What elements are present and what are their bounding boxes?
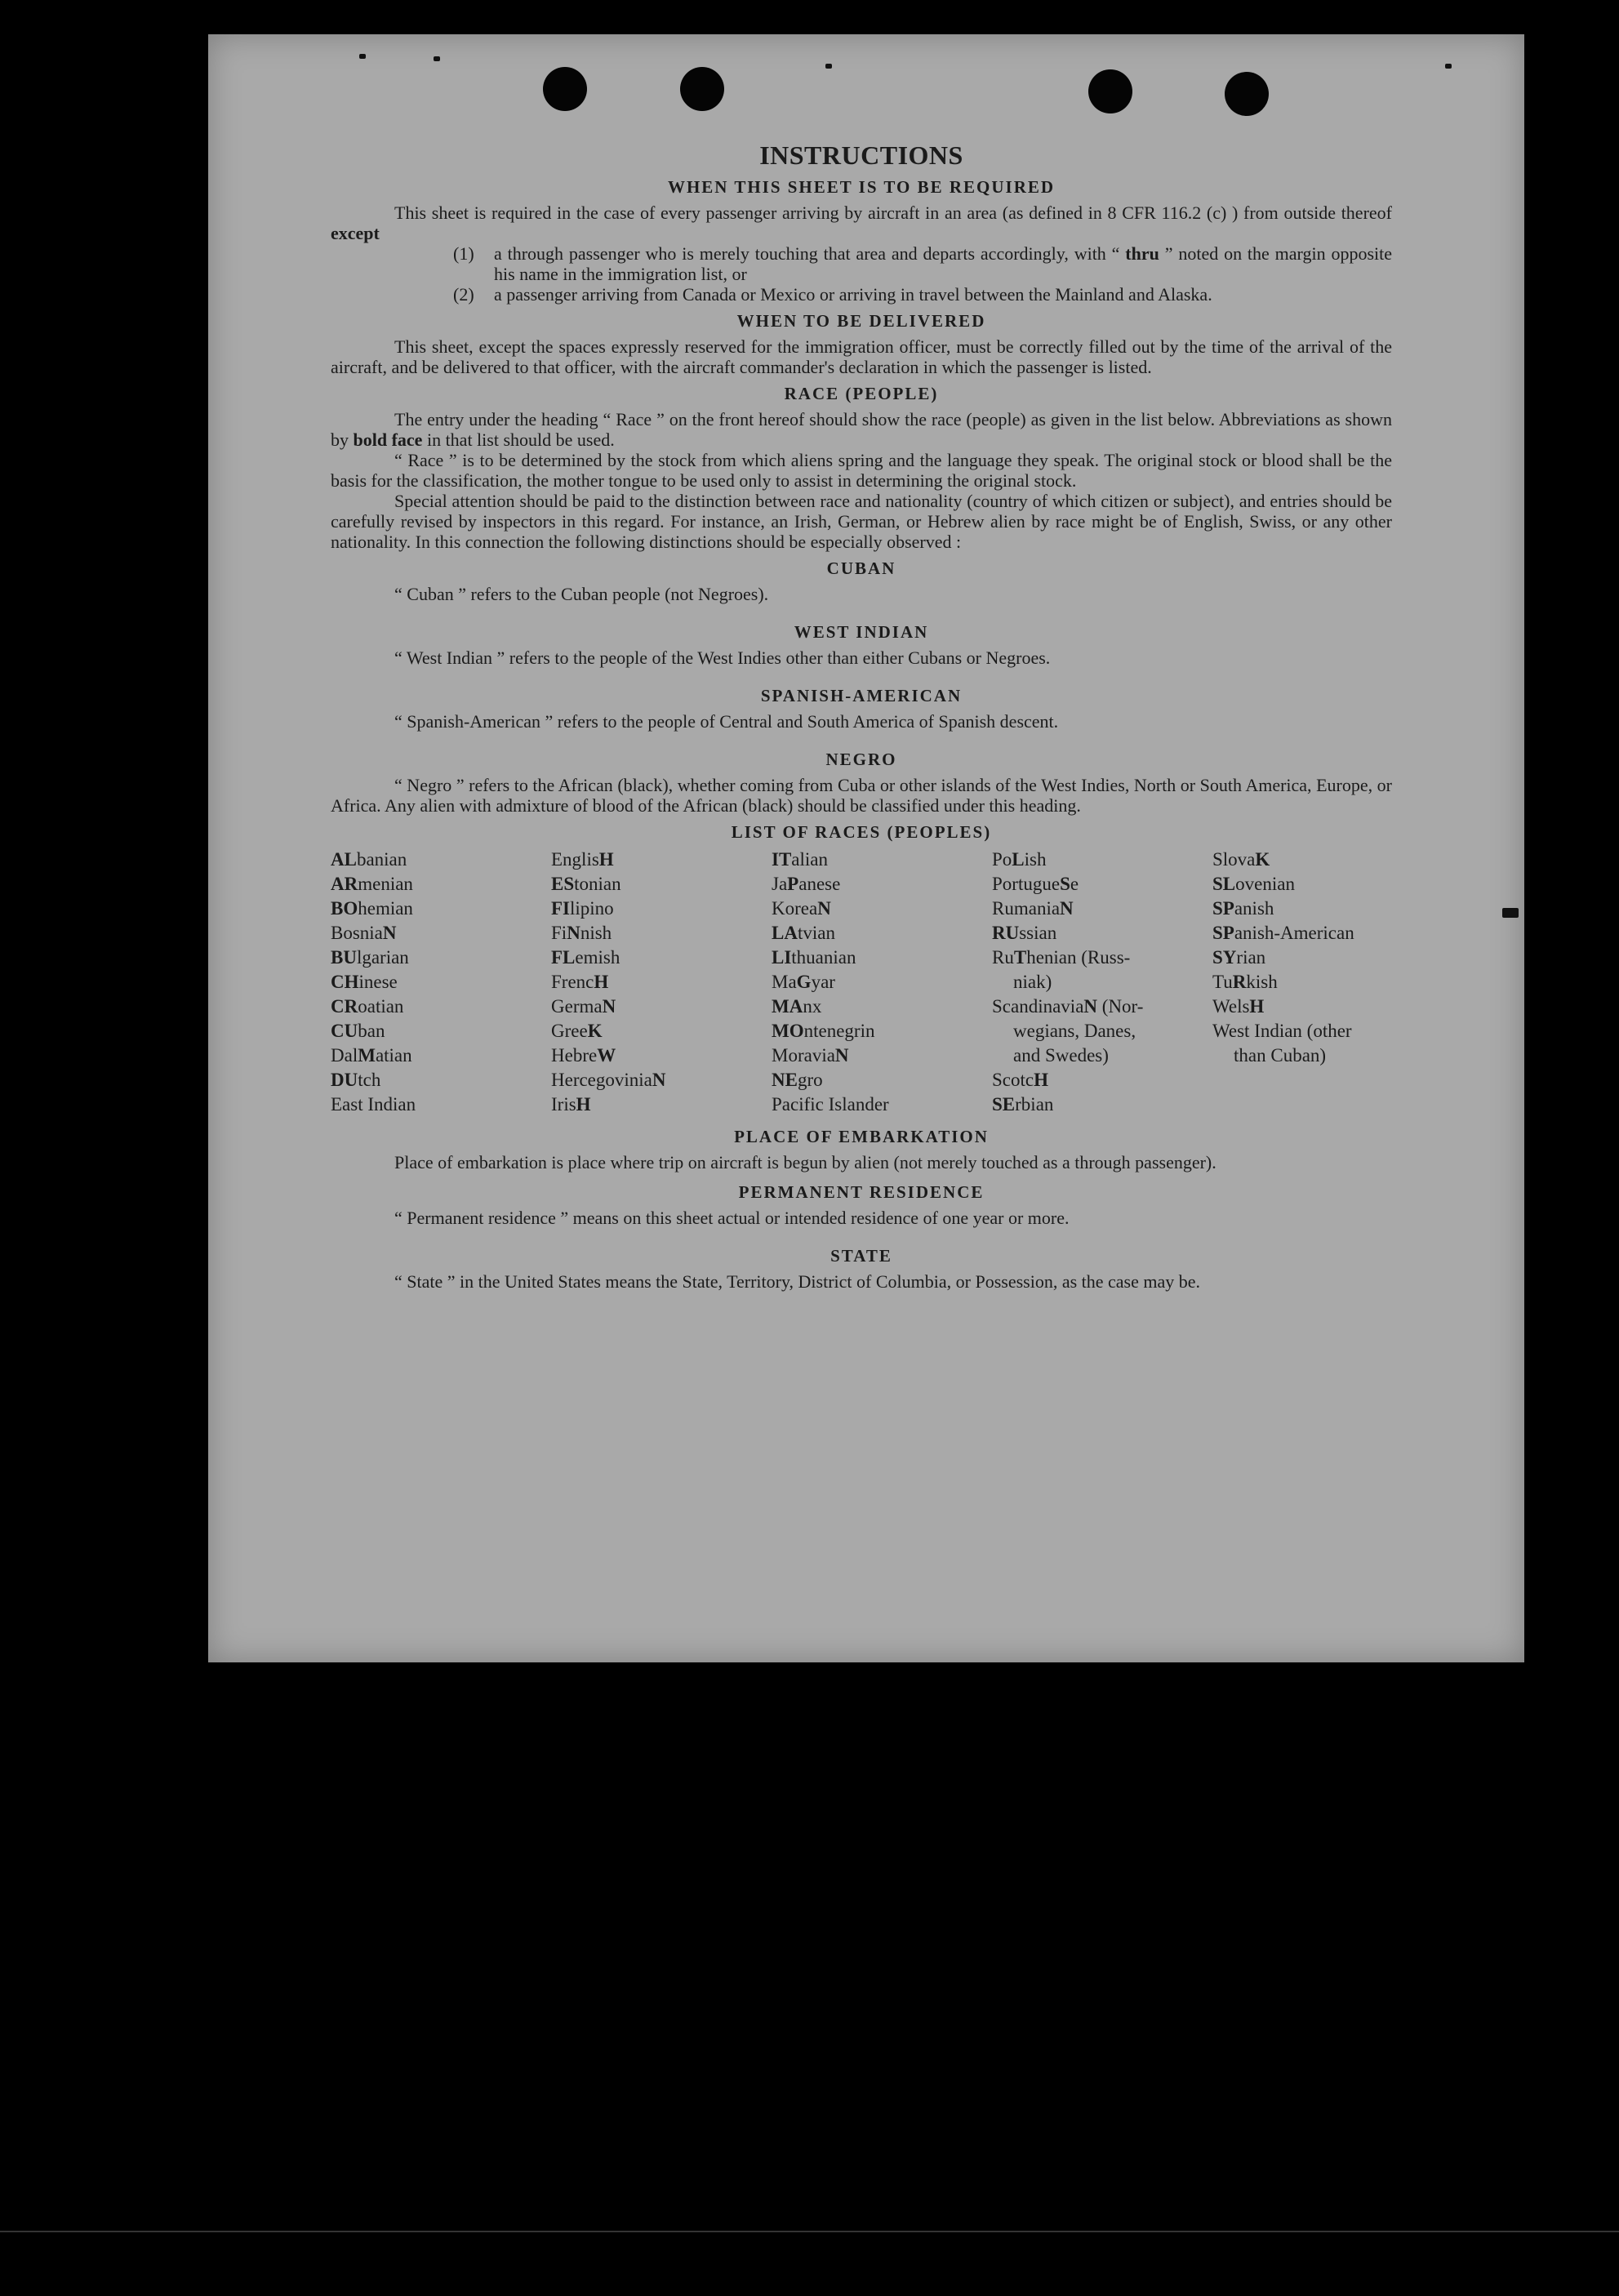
race-entry: NEgro — [772, 1070, 823, 1090]
race-entry: EnglisH — [551, 849, 614, 870]
residence-paragraph: “ Permanent residence ” means on this sheet actual or intended residence of one year or more. — [394, 1208, 1070, 1228]
race-entry: DUtch — [331, 1070, 381, 1090]
race-entry: ScandinaviaN (Nor- — [992, 996, 1144, 1017]
section-heading-negro: NEGRO — [825, 750, 897, 769]
section-heading-list-of-races: LIST OF RACES (PEOPLES) — [731, 822, 992, 842]
punch-hole — [680, 67, 724, 111]
section-heading-cuban: CUBAN — [826, 558, 896, 578]
race-entry: wegians, Danes, — [1013, 1021, 1136, 1041]
race-entry: TuRkish — [1212, 972, 1278, 992]
instructions-content — [331, 140, 1392, 1292]
section-heading-residence: PERMANENT RESIDENCE — [738, 1182, 985, 1202]
race-entry: LIthuanian — [772, 947, 856, 968]
section-heading-west-indian: WEST INDIAN — [794, 622, 929, 642]
section-heading-spanish-american: SPANISH-AMERICAN — [760, 686, 963, 705]
item-number: (2) — [453, 284, 474, 305]
race-entry: ARmenian — [331, 874, 413, 894]
race-entry: SErbian — [992, 1094, 1054, 1115]
race-entry: SLovenian — [1212, 874, 1295, 894]
section-heading-state: STATE — [830, 1246, 892, 1266]
race-paragraph-3: Special attention should be paid to the distinction between race and nationality (country of which citizen or subject), and entries should be carefully revised by inspectors in this regard. For instance, an Irish, German, or Hebrew alien by race might be of English, Swiss, or any other nationality. In this connection the following distinctions should be especially observed : — [331, 491, 1392, 552]
page-title: INSTRUCTIONS — [759, 140, 963, 170]
race-entry: RumaniaN — [992, 898, 1074, 919]
required-except: except — [331, 223, 380, 243]
race-entry: MAnx — [772, 996, 822, 1017]
races-column — [772, 848, 992, 1117]
speck-mark — [825, 64, 832, 69]
section-heading-required: WHEN THIS SHEET IS TO BE REQUIRED — [667, 177, 1056, 197]
negro-paragraph: “ Negro ” refers to the African (black), whether coming from Cuba or other islands of the West Indies, North or South America, Europe, or Africa. Any alien with admixture of blood of the African (black) should be classified under this heading. — [331, 775, 1392, 816]
race-entry: PoLish — [992, 849, 1047, 870]
race-entry: FIlipino — [551, 898, 614, 919]
item-text — [494, 243, 1392, 284]
item1-thru: thru — [1125, 243, 1159, 264]
race-entry: IrisH — [551, 1094, 591, 1115]
race-entry: HebreW — [551, 1045, 616, 1066]
race-entry: ALbanian — [331, 849, 407, 870]
race-entry: SPanish-American — [1212, 923, 1354, 943]
item-text: a passenger arriving from Canada or Mexico or arriving in travel between the Mainland and Alaska. — [494, 284, 1212, 305]
race-p1-bold: bold face — [353, 429, 423, 450]
section-heading-embarkation: PLACE OF EMBARKATION — [734, 1127, 989, 1146]
race-entry: GreeK — [551, 1021, 603, 1041]
race-entry: CUban — [331, 1021, 385, 1041]
document-sheet — [208, 34, 1524, 1662]
embarkation-paragraph: Place of embarkation is place where trip on aircraft is begun by alien (not merely touched as a through passenger). — [394, 1152, 1216, 1172]
race-entry: GermaN — [551, 996, 616, 1017]
race-entry: CRoatian — [331, 996, 404, 1017]
race-p1-a: The entry under the heading “ Race ” on the front hereof should show the race (people) as given in the list below. Abbreviations as shown by — [331, 409, 1392, 450]
races-column — [551, 848, 772, 1117]
race-entry: HercegoviniaN — [551, 1070, 666, 1090]
item-number: (1) — [453, 243, 474, 264]
required-text: This sheet is required in the case of every passenger arriving by aircraft in an area (as defined in 8 CFR 116.2 (c) ) from outside thereof — [394, 202, 1392, 223]
state-paragraph: “ State ” in the United States means the State, Territory, District of Columbia, or Possession, as the case may be. — [394, 1271, 1201, 1292]
race-entry: FiNnish — [551, 923, 612, 943]
race-entry: PortugueSe — [992, 874, 1079, 894]
race-entry: SPanish — [1212, 898, 1274, 919]
race-entry: SYrian — [1212, 947, 1266, 968]
speck-mark — [359, 54, 366, 59]
punch-hole — [543, 67, 587, 111]
punch-hole — [1088, 69, 1132, 113]
item1-text-a: a through passenger who is merely touching that area and departs accordingly, with “ — [494, 243, 1126, 264]
race-paragraph-1 — [331, 409, 1392, 450]
race-entry: WelsH — [1212, 996, 1265, 1017]
speck-mark — [1445, 64, 1452, 69]
race-entry: FrencH — [551, 972, 609, 992]
list-item — [453, 284, 1392, 305]
speck-mark — [434, 56, 440, 61]
race-entry: MOntenegrin — [772, 1021, 875, 1041]
race-entry: BosniaN — [331, 923, 397, 943]
race-entry: DalMatian — [331, 1045, 412, 1066]
race-entry: SlovaK — [1212, 849, 1270, 870]
spanish-american-paragraph: “ Spanish-American ” refers to the people of Central and South America of Spanish descent. — [394, 711, 1059, 732]
race-entry: Pacific Islander — [772, 1094, 889, 1115]
race-entry: BUlgarian — [331, 947, 409, 968]
race-entry: MaGyar — [772, 972, 835, 992]
section-heading-race: RACE (PEOPLE) — [784, 384, 939, 403]
scan-edge-line — [0, 2231, 1619, 2232]
race-entry: JaPanese — [772, 874, 841, 894]
races-column — [331, 848, 551, 1117]
races-table — [331, 848, 1392, 1117]
race-entry: niak) — [1013, 972, 1052, 992]
race-entry: EStonian — [551, 874, 621, 894]
race-entry: than Cuban) — [1234, 1045, 1327, 1066]
race-entry: ITalian — [772, 849, 828, 870]
races-column — [992, 848, 1212, 1117]
race-entry: East Indian — [331, 1094, 416, 1115]
race-entry: RuThenian (Russ- — [992, 947, 1131, 968]
race-entry: KoreaN — [772, 898, 831, 919]
west-indian-paragraph: “ West Indian ” refers to the people of the West Indies other than either Cubans or Negroes. — [394, 647, 1051, 668]
punch-hole — [1225, 72, 1269, 116]
race-paragraph-2: “ Race ” is to be determined by the stock from which aliens spring and the language they speak. The original stock or blood shall be the basis for the classification, the mother tongue to be used only to assist in determining the original stock. — [331, 450, 1392, 491]
race-entry: ScotcH — [992, 1070, 1048, 1090]
race-entry: and Swedes) — [1013, 1045, 1109, 1066]
race-entry: MoraviaN — [772, 1045, 849, 1066]
race-entry: BOhemian — [331, 898, 413, 919]
list-item — [453, 243, 1392, 284]
delivered-paragraph: This sheet, except the spaces expressly reserved for the immigration officer, must be correctly filled out by the time of the arrival of the aircraft, and be delivered to that officer, with the aircraft commander's declaration in which the passenger is listed. — [331, 336, 1392, 377]
race-entry: FLemish — [551, 947, 620, 968]
cuban-paragraph: “ Cuban ” refers to the Cuban people (not Negroes). — [394, 584, 769, 604]
race-entry: CHinese — [331, 972, 398, 992]
race-entry: LAtvian — [772, 923, 835, 943]
speck-mark — [1502, 908, 1519, 918]
item1-text-c: ” noted on the margin opposite his name in the immigration list, or — [494, 243, 1392, 284]
races-column — [1212, 848, 1392, 1117]
section-heading-delivered: WHEN TO BE DELIVERED — [736, 311, 986, 331]
required-paragraph — [331, 202, 1392, 243]
race-p1-c: in that list should be used. — [422, 429, 615, 450]
race-entry: West Indian (other — [1212, 1021, 1352, 1041]
race-entry: RUssian — [992, 923, 1057, 943]
